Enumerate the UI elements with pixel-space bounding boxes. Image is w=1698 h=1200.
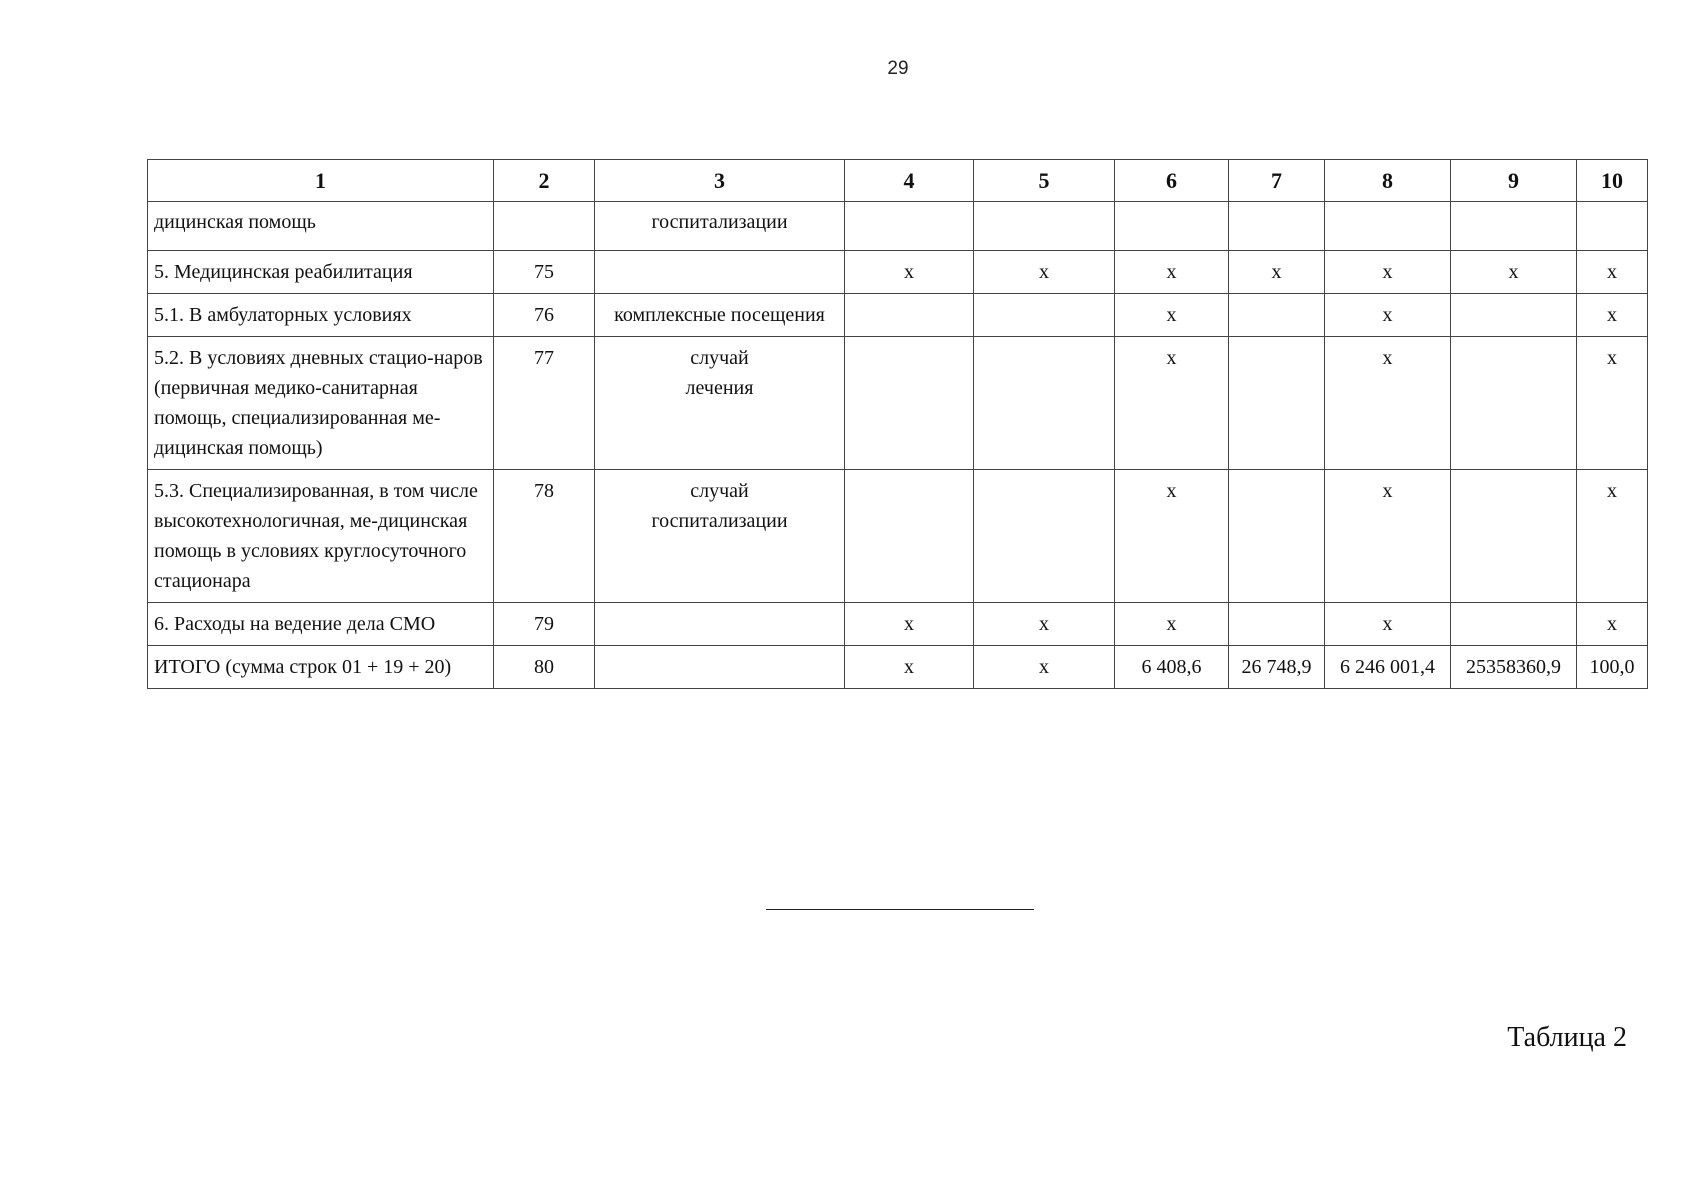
- row-value-cell: x: [1577, 294, 1648, 337]
- row-unit-cell: комплексные посещения: [595, 294, 845, 337]
- table-header-row: [148, 160, 1648, 202]
- row-unit-cell: [595, 646, 845, 689]
- header-cell: 8: [1325, 160, 1451, 202]
- row-value-cell: x: [845, 251, 974, 294]
- row-value-cell: [1451, 470, 1577, 603]
- row-value-cell: [1229, 603, 1325, 646]
- row-value-cell: x: [1577, 470, 1648, 603]
- table-row: [148, 603, 1648, 646]
- row-value-cell: x: [1325, 603, 1451, 646]
- header-cell: 3: [595, 160, 845, 202]
- table-row: [148, 337, 1648, 470]
- header-cell: 6: [1115, 160, 1229, 202]
- row-value-cell: x: [1115, 251, 1229, 294]
- row-unit-cell: [595, 603, 845, 646]
- row-code-cell: 80: [494, 646, 595, 689]
- row-value-cell: x: [1451, 251, 1577, 294]
- row-value-cell: x: [1115, 294, 1229, 337]
- row-value-cell: [1229, 337, 1325, 470]
- row-value-cell: [1577, 202, 1648, 251]
- row-value-cell: x: [1325, 294, 1451, 337]
- row-value-cell: x: [1577, 603, 1648, 646]
- header-cell: 4: [845, 160, 974, 202]
- row-code-cell: 79: [494, 603, 595, 646]
- row-value-cell: [1115, 202, 1229, 251]
- row-value-cell: x: [974, 646, 1115, 689]
- header-cell: 7: [1229, 160, 1325, 202]
- row-value-cell: x: [1325, 251, 1451, 294]
- row-code-cell: 76: [494, 294, 595, 337]
- table-container: [147, 159, 1648, 689]
- row-value-cell: x: [1325, 337, 1451, 470]
- header-cell: 10: [1577, 160, 1648, 202]
- header-cell: 9: [1451, 160, 1577, 202]
- row-value-cell: [1451, 337, 1577, 470]
- table-caption: Таблица 2: [1507, 1022, 1627, 1053]
- row-value-cell: [1229, 294, 1325, 337]
- table-row: [148, 251, 1648, 294]
- header-cell: 2: [494, 160, 595, 202]
- row-unit-cell: случай госпитализации: [595, 470, 845, 603]
- row-value-cell: 26 748,9: [1229, 646, 1325, 689]
- row-code-cell: 75: [494, 251, 595, 294]
- row-name-cell: 5.1. В амбулаторных условиях: [148, 294, 494, 337]
- row-value-cell: [974, 337, 1115, 470]
- row-value-cell: x: [845, 646, 974, 689]
- row-value-cell: [845, 337, 974, 470]
- row-value-cell: x: [974, 251, 1115, 294]
- header-cell: 1: [148, 160, 494, 202]
- row-value-cell: [974, 202, 1115, 251]
- row-code-cell: 78: [494, 470, 595, 603]
- table-row-total: [148, 646, 1648, 689]
- row-code-cell: [494, 202, 595, 251]
- row-value-cell: [974, 294, 1115, 337]
- page-number: 29: [887, 58, 909, 79]
- row-value-cell: x: [974, 603, 1115, 646]
- row-value-cell: [845, 202, 974, 251]
- row-unit-cell: случай лечения: [595, 337, 845, 470]
- row-value-cell: [1451, 202, 1577, 251]
- row-value-cell: [974, 470, 1115, 603]
- data-table: [147, 159, 1648, 689]
- header-cell: 5: [974, 160, 1115, 202]
- row-value-cell: 6 246 001,4: [1325, 646, 1451, 689]
- table-row: [148, 294, 1648, 337]
- row-unit-cell: госпитализации: [595, 202, 845, 251]
- row-value-cell: 25358360,9: [1451, 646, 1577, 689]
- row-name-cell: 6. Расходы на ведение дела СМО: [148, 603, 494, 646]
- row-value-cell: x: [845, 603, 974, 646]
- separator-line: [766, 909, 1034, 910]
- row-value-cell: x: [1577, 337, 1648, 470]
- row-code-cell: 77: [494, 337, 595, 470]
- row-value-cell: 6 408,6: [1115, 646, 1229, 689]
- row-value-cell: x: [1577, 251, 1648, 294]
- row-value-cell: x: [1229, 251, 1325, 294]
- row-value-cell: x: [1325, 470, 1451, 603]
- row-name-cell: дицинская помощь: [148, 202, 494, 251]
- row-value-cell: x: [1115, 603, 1229, 646]
- table-row: [148, 202, 1648, 251]
- row-value-cell: [1325, 202, 1451, 251]
- row-unit-cell: [595, 251, 845, 294]
- row-value-cell: [1229, 202, 1325, 251]
- row-value-cell: [845, 294, 974, 337]
- row-value-cell: 100,0: [1577, 646, 1648, 689]
- row-value-cell: x: [1115, 470, 1229, 603]
- row-name-cell: 5.3. Специализированная, в том числе высокотехнологичная, ме-дицинская помощь в условиях круглосуточного стационара: [148, 470, 494, 603]
- table-row: [148, 470, 1648, 603]
- row-value-cell: [845, 470, 974, 603]
- row-value-cell: [1229, 470, 1325, 603]
- row-name-cell: 5.2. В условиях дневных стацио-наров (первичная медико-санитарная помощь, специализированная ме-дицинская помощь): [148, 337, 494, 470]
- row-name-cell: ИТОГО (сумма строк 01 + 19 + 20): [148, 646, 494, 689]
- row-name-cell: 5. Медицинская реабилитация: [148, 251, 494, 294]
- row-value-cell: x: [1115, 337, 1229, 470]
- row-value-cell: [1451, 294, 1577, 337]
- row-value-cell: [1451, 603, 1577, 646]
